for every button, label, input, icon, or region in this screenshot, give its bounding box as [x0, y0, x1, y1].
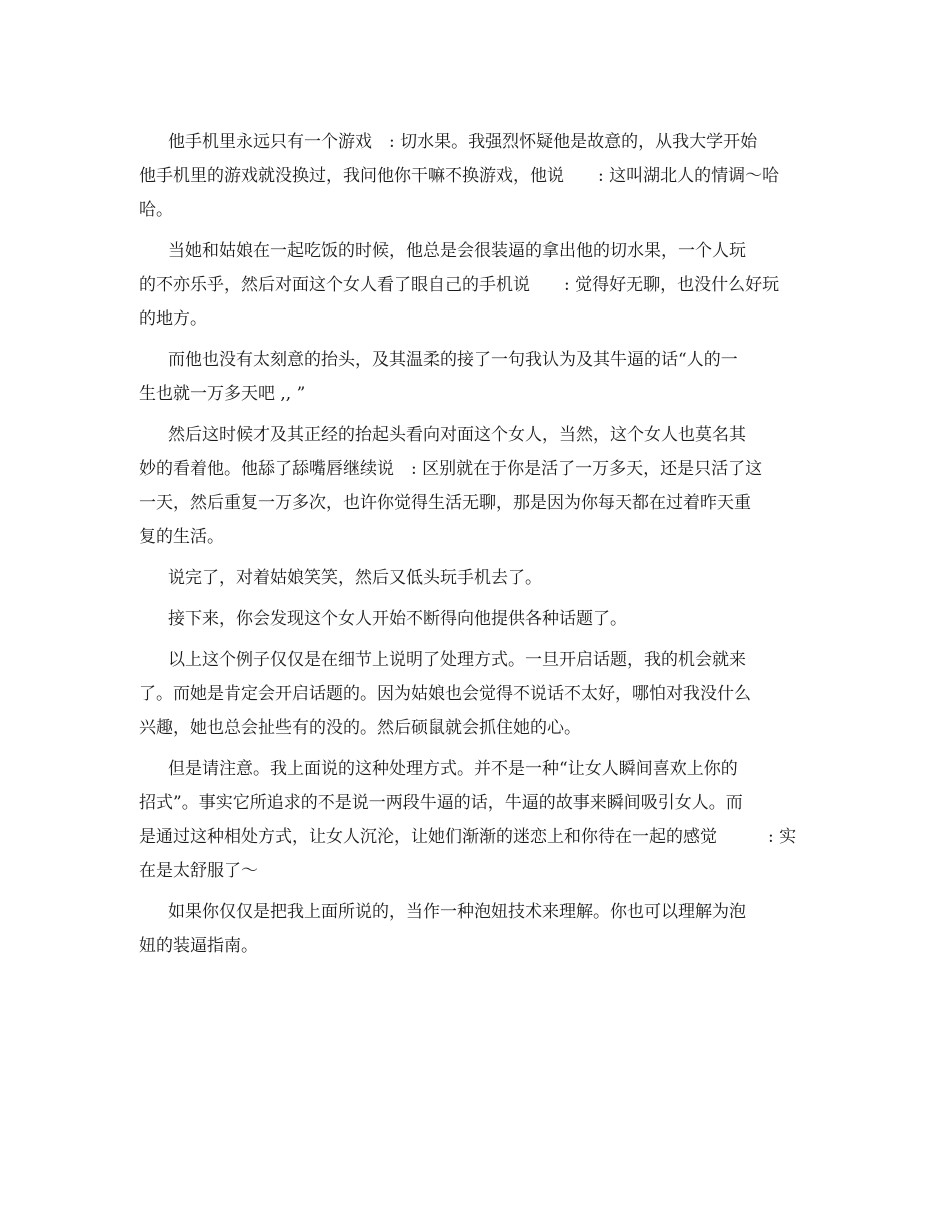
text-line: 但是请注意。我上面说的这种处理方式。并不是一种“让女人瞬间喜欢上你的 [168, 759, 738, 779]
paragraph [139, 237, 819, 339]
text-line: 妞的装逼指南。 [139, 936, 258, 956]
text-line: 他手机里永远只有一个游戏 : 切水果。我强烈怀疑他是故意的，从我大学开始 [168, 132, 758, 152]
paragraph [139, 564, 819, 598]
text-line: 一天，然后重复一万多次，也许你觉得生活无聊，那是因为你每天都在过着昨天重 [139, 493, 751, 513]
text-line: 以上这个例子仅仅是在细节上说明了处理方式。一旦开启话题，我的机会就来 [168, 650, 746, 670]
text-line: 如果你仅仅是把我上面所说的，当作一种泡妞技术来理解。你也可以理解为泡 [168, 902, 746, 922]
text-line: 然后这时候才及其正经的抬起头看向对面这个女人，当然，这个女人也莫名其 [168, 425, 746, 445]
text-line: 在是太舒服了～ [139, 861, 258, 881]
text-line: 是通过这种相处方式，让女人沉沦，让她们渐渐的迷恋上和你待在一起的感觉 : 实 [139, 827, 797, 847]
text-line: 说完了，对着姑娘笑笑，然后又低头玩手机去了。 [168, 568, 542, 588]
paragraph [139, 755, 819, 891]
text-line: 哈。 [139, 200, 173, 220]
text-line: 接下来，你会发现这个女人开始不断得向他提供各种话题了。 [168, 609, 627, 629]
text-line: 妙的看着他。他舔了舔嘴唇继续说 : 区别就在于你是活了一万多天，还是只活了这 [139, 459, 763, 479]
text-line: 的不亦乐乎，然后对面这个女人看了眼自己的手机说 : 觉得好无聊，也没什么好玩 [139, 275, 780, 295]
document-body [139, 128, 819, 973]
text-line: 了。而她是肯定会开启话题的。因为姑娘也会觉得不说话不太好，哪怕对我没什么 [139, 684, 751, 704]
text-line: 复的生活。 [139, 527, 224, 547]
text-line: 生也就一万多天吧 ,, ” [139, 384, 306, 404]
text-line: 而他也没有太刻意的抬头，及其温柔的接了一句我认为及其牛逼的话“人的一 [168, 350, 738, 370]
text-line: 当她和姑娘在一起吃饭的时候，他总是会很装逼的拿出他的切水果，一个人玩 [168, 241, 746, 261]
text-line: 招式”。事实它所追求的不是说一两段牛逼的话，牛逼的故事来瞬间吸引女人。而 [139, 793, 743, 813]
paragraph [139, 605, 819, 639]
paragraph [139, 421, 819, 557]
paragraph [139, 346, 819, 414]
paragraph [139, 898, 819, 966]
paragraph [139, 128, 819, 230]
paragraph [139, 646, 819, 748]
text-line: 的地方。 [139, 309, 207, 329]
text-line: 他手机里的游戏就没换过，我问他你干嘛不换游戏，他说 : 这叫湖北人的情调～哈 [139, 166, 780, 186]
text-line: 兴趣，她也总会扯些有的没的。然后硕鼠就会抓住她的心。 [139, 718, 581, 738]
